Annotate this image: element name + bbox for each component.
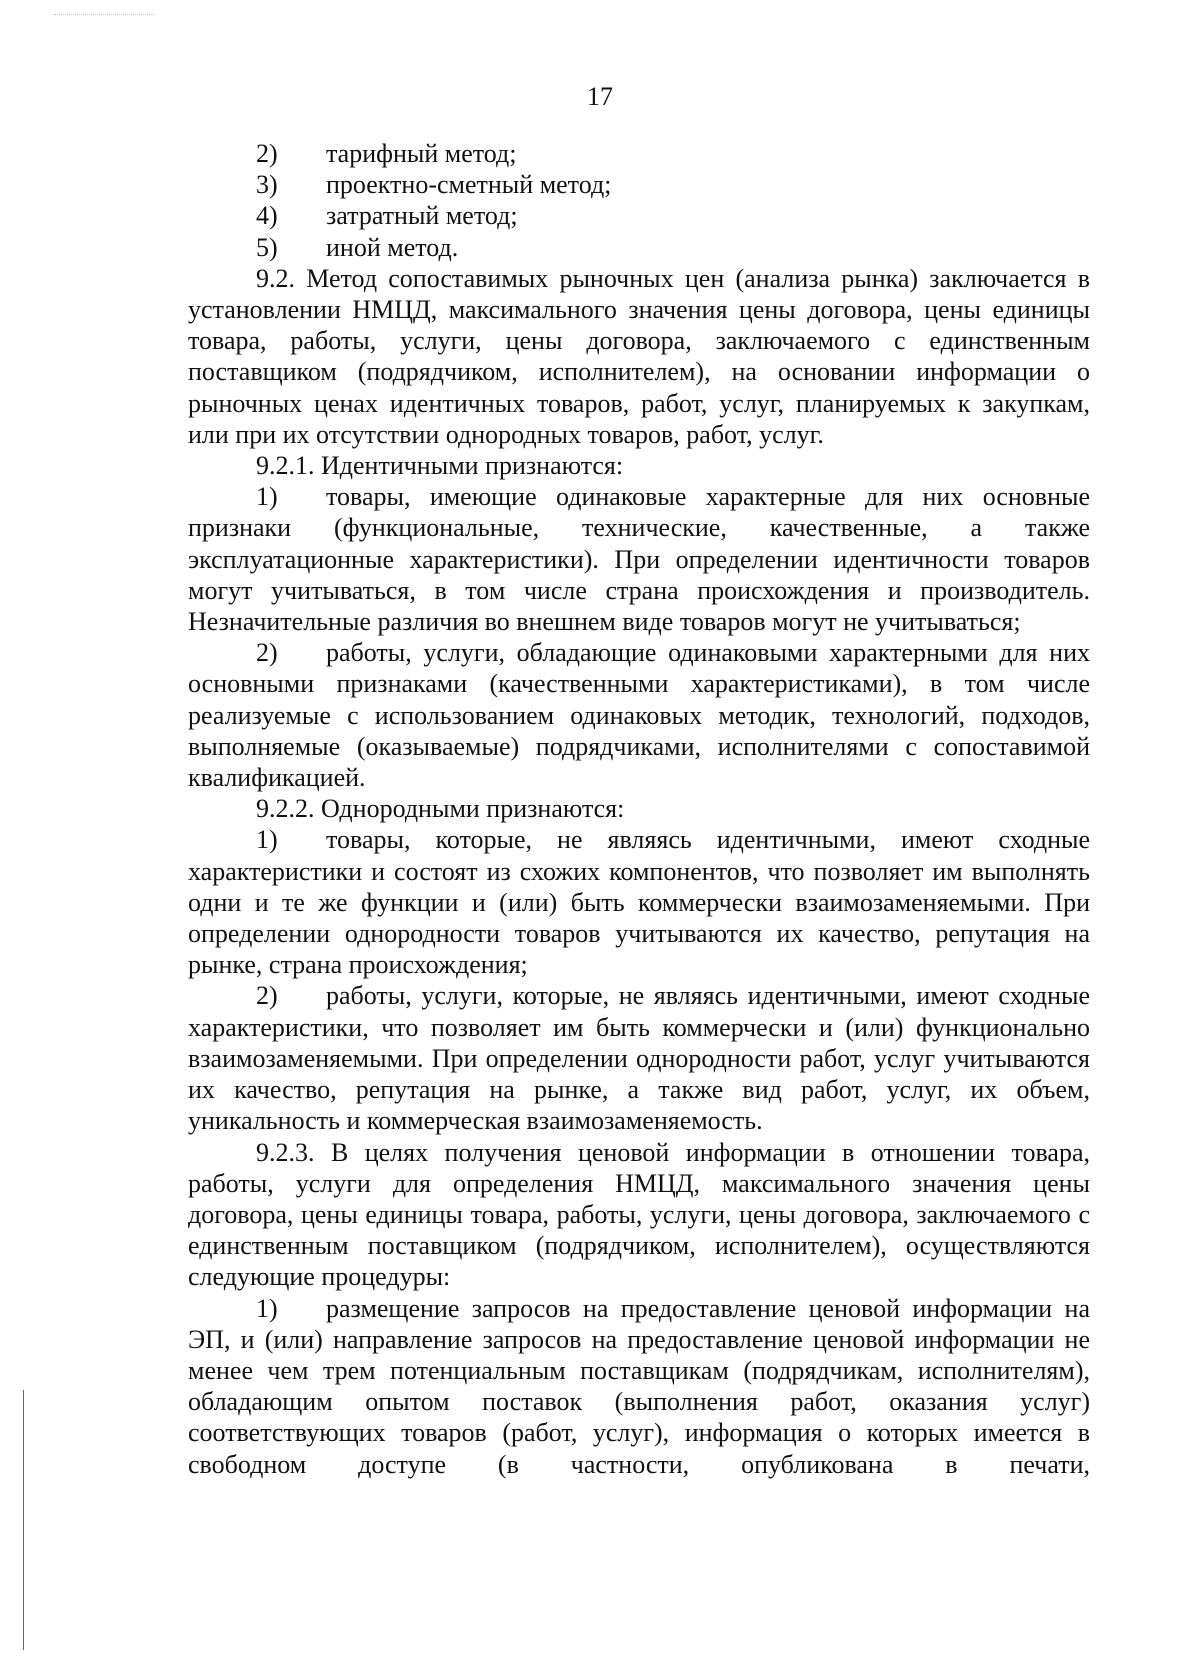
document-body bbox=[188, 138, 1090, 1480]
homogeneous-item bbox=[188, 824, 1090, 980]
procedure-item bbox=[188, 1293, 1090, 1480]
homogeneous-item-text: товары, которые, не являясь идентичными, имеют сходные характеристики и состоят из схожих компонентов, что позволяет им выполнять одни и те же функции и (или) быть коммерчески взаимозаменяемыми. При определении однородности товаров учитываются их качество, репутация на рынке, страна происхождения; bbox=[188, 825, 1090, 980]
list-item-number: 3) bbox=[256, 170, 278, 200]
identical-item bbox=[188, 481, 1090, 637]
identical-item-text: товары, имеющие одинаковые характерные для них основные признаки (функциональные, технические, качественные, а также эксплуатационные характеристики). При определении идентичности товаров могут учитываться, в том числе страна происхождения и производитель. Незначительные различия во внешнем виде товаров могут не учитываться; bbox=[188, 482, 1090, 637]
homogeneous-item-number: 1) bbox=[256, 825, 278, 855]
list-item-number: 4) bbox=[256, 201, 278, 231]
list-item bbox=[188, 169, 1090, 200]
procedure-item-text: размещение запросов на предоставление ценовой информации на ЭП, и (или) направление запросов на предоставление ценовой информации не менее чем трем потенциальным поставщикам (подрядчикам, исполнителям), обладающим опытом поставок (выполнения работ, оказания услуг) соответствующих товаров (работ, услуг), информация о которых имеется в свободном доступе (в частности, опубликована в печати, bbox=[188, 1293, 1090, 1479]
page-number: 17 bbox=[587, 82, 613, 111]
list-item-text: иной метод. bbox=[326, 232, 459, 262]
list-item bbox=[188, 232, 1090, 263]
homogeneous-item-number: 2) bbox=[256, 981, 278, 1011]
list-item-text: затратный метод; bbox=[326, 201, 518, 231]
paragraph-9-2-2: 9.2.2. Однородными признаются: bbox=[256, 794, 625, 824]
identical-item-number: 2) bbox=[256, 638, 278, 668]
identical-item-text: работы, услуги, обладающие одинаковыми характерными для них основными признаками (качественными характеристиками), в том числе реализуемые с использованием одинаковых методик, технологий, подходов, выполняемые (оказываемые) подрядчиками, исполнителями с сопоставимой квалификацией. bbox=[188, 638, 1090, 793]
homogeneous-item bbox=[188, 980, 1090, 1136]
list-item bbox=[188, 138, 1090, 169]
list-item-number: 5) bbox=[256, 232, 278, 262]
scan-artifact bbox=[54, 14, 154, 21]
paragraph-9-2: 9.2. Метод сопоставимых рыночных цен (анализа рынка) заключается в установлении НМЦД, максимального значения цены договора, цены единицы товара, работы, услуги, цены договора, заключаемого с единственным поставщиком (подрядчиком, исполнителем), на основании информации о рыночных ценах идентичных товаров, работ, услуг, планируемых к закупкам, или при их отсутствии однородных товаров, работ, услуг. bbox=[188, 263, 1090, 449]
list-item-text: проектно-сметный метод; bbox=[326, 170, 612, 200]
list-item bbox=[188, 200, 1090, 231]
procedure-item-number: 1) bbox=[256, 1293, 278, 1323]
paragraph-9-2-3: 9.2.3. В целях получения ценовой информации в отношении товара, работы, услуги для определения НМЦД, максимального значения цены договора, цены единицы товара, работы, услуги, цены договора, заключаемого с единственным поставщиком (подрядчиком, исполнителем), осуществляются следующие процедуры: bbox=[188, 1137, 1090, 1292]
homogeneous-item-text: работы, услуги, которые, не являясь идентичными, имеют сходные характеристики, что позволяет им быть коммерчески и (или) функционально взаимозаменяемыми. При определении однородности работ, услуг учитываются их качество, репутация на рынке, а также вид работ, услуг, их объем, уникальность и коммерческая взаимозаменяемость. bbox=[188, 981, 1090, 1136]
identical-item bbox=[188, 637, 1090, 793]
list-item-text: тарифный метод; bbox=[326, 139, 517, 168]
paragraph-9-2-1: 9.2.1. Идентичными признаются: bbox=[256, 451, 624, 481]
list-item-number: 2) bbox=[256, 139, 278, 168]
binding-margin-line bbox=[23, 1390, 24, 1650]
identical-item-number: 1) bbox=[256, 482, 278, 512]
